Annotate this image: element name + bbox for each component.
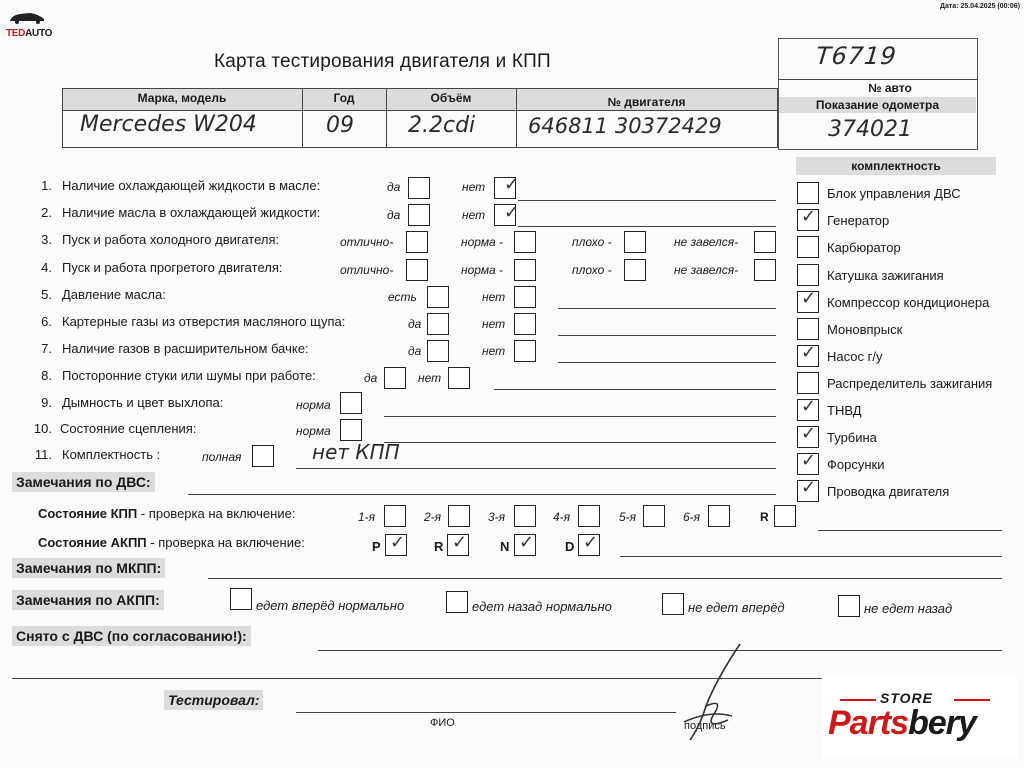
- check-mark: ✓: [801, 450, 817, 471]
- gear-label: 4-я: [553, 510, 571, 524]
- checkbox[interactable]: [514, 286, 536, 308]
- option-label: да: [387, 180, 401, 194]
- check-mark: ✓: [801, 477, 817, 498]
- car-icon: [8, 10, 46, 24]
- model-value: Mercedes W204: [80, 112, 257, 137]
- gear-checkbox[interactable]: [708, 505, 730, 527]
- akpp-option-checkbox[interactable]: [446, 591, 468, 613]
- tested-label: Тестировал:: [164, 690, 263, 710]
- store-text: STORE: [880, 690, 933, 706]
- akpp-option-checkbox[interactable]: [230, 588, 252, 610]
- kpp-label-bold: Состояние КПП: [38, 506, 138, 521]
- year-value: 09: [326, 113, 354, 138]
- akpp-label-bold: Состояние АКПП: [38, 535, 147, 550]
- check-mark: ✓: [452, 532, 468, 553]
- checkbox[interactable]: [514, 313, 536, 335]
- kit-item: Компрессор кондиционера: [827, 295, 990, 310]
- akpp-option-checkbox[interactable]: [838, 595, 860, 617]
- tedauto-logo: [4, 8, 54, 40]
- option-label: норма -: [461, 263, 504, 277]
- row-label: Наличие масла в охлаждающей жидкости:: [62, 205, 321, 220]
- akpp-option-label: едет вперёд нормально: [256, 598, 405, 613]
- row-number: 8.: [41, 368, 52, 383]
- checkbox[interactable]: [406, 259, 428, 281]
- check-mark: ✓: [801, 423, 817, 444]
- row-number: 7.: [41, 341, 52, 356]
- checkbox[interactable]: [340, 419, 362, 441]
- gear-label: 6-я: [683, 510, 701, 524]
- row-number: 2.: [41, 205, 52, 220]
- gear-label: 3-я: [488, 510, 506, 524]
- row-number: 6.: [41, 314, 52, 329]
- gear-label: R: [434, 539, 444, 554]
- akpp-option-label: едет назад нормально: [472, 599, 612, 614]
- check-mark: ✓: [519, 532, 535, 553]
- option-label: да: [387, 208, 401, 222]
- row-number: 5.: [41, 287, 52, 302]
- gear-checkbox[interactable]: [448, 505, 470, 527]
- option-label: да: [364, 371, 378, 385]
- odometer-value: 374021: [828, 117, 912, 142]
- checkbox[interactable]: [448, 367, 470, 389]
- kit-item: Моновпрыск: [827, 322, 903, 337]
- kit-item: Катушка зажигания: [827, 268, 944, 283]
- option-label: да: [408, 317, 422, 331]
- gear-checkbox[interactable]: [514, 505, 536, 527]
- gear-checkbox[interactable]: [774, 505, 796, 527]
- gear-label: D: [565, 539, 575, 554]
- kit-item: ТНВД: [827, 403, 862, 418]
- checkbox[interactable]: [754, 259, 776, 281]
- kit-checkbox[interactable]: [797, 372, 819, 394]
- odometer-label: Показание одометра: [779, 97, 976, 113]
- kit-checkbox[interactable]: [797, 182, 819, 204]
- date-stamp: Дата: 25.04.2025 (00:06): [939, 3, 1020, 10]
- option-label: нет: [462, 180, 486, 194]
- row-number: 9.: [41, 395, 52, 410]
- kit-item: Генератор: [827, 213, 890, 228]
- row-label: Дымность и цвет выхлопа:: [62, 395, 224, 410]
- row-label: Давление масла:: [62, 287, 166, 302]
- kit-item: Блок управления ДВС: [827, 186, 961, 201]
- remarks-mkpp-label: Замечания по МКПП:: [12, 558, 165, 578]
- col-year-header: Год: [333, 91, 355, 105]
- kit-header: комплектность: [796, 157, 996, 175]
- row-label: Посторонние стуки или шумы при работе:: [62, 368, 316, 383]
- option-label: нет: [418, 371, 442, 385]
- checkbox[interactable]: [427, 313, 449, 335]
- option-label: нет: [462, 208, 486, 222]
- engine-value: 646811 30372429: [528, 114, 722, 138]
- kit-item: Карбюратор: [827, 240, 901, 255]
- gear-label: 2-я: [424, 510, 442, 524]
- checkbox[interactable]: [514, 231, 536, 253]
- col-volume-header: Объём: [430, 91, 472, 105]
- signature-scribble: [670, 640, 760, 746]
- row-label: Комплектность :: [62, 447, 161, 462]
- option-label: нет: [482, 317, 506, 331]
- gear-label: P: [372, 539, 381, 554]
- gear-checkbox[interactable]: [384, 505, 406, 527]
- col-model-header: Марка, модель: [137, 91, 227, 105]
- row-number: 1.: [41, 178, 52, 193]
- option-label: отлично-: [340, 263, 394, 277]
- brand-name-b: bery: [908, 704, 976, 742]
- signature-label: подпись: [684, 720, 726, 732]
- option-label: норма -: [461, 235, 504, 249]
- akpp-option-label: не едет назад: [864, 601, 953, 616]
- row-label: Пуск и работа холодного двигателя:: [62, 232, 280, 247]
- option-label: не завелся-: [674, 235, 739, 249]
- akpp-label-text: - проверка на включение:: [146, 535, 305, 550]
- row-label: Состояние сцепления:: [60, 421, 197, 436]
- option-label: плохо -: [572, 263, 612, 277]
- kit-item: Форсунки: [827, 457, 885, 472]
- akpp-option-label: не едет вперёд: [688, 600, 785, 615]
- check-mark: ✓: [504, 174, 520, 195]
- check-mark: ✓: [504, 202, 520, 223]
- checkbox[interactable]: [514, 259, 536, 281]
- checkbox[interactable]: [427, 340, 449, 362]
- checkbox[interactable]: [624, 231, 646, 253]
- row-label: Наличие газов в расширительном бачке:: [62, 341, 309, 356]
- row-number: 11.: [34, 447, 52, 462]
- gear-label: R: [760, 510, 769, 524]
- brand-name-a: Parts: [828, 704, 909, 742]
- kit-checkbox[interactable]: [797, 318, 819, 340]
- option-label: есть: [388, 290, 417, 304]
- kit-checkbox[interactable]: [797, 264, 819, 286]
- remarks-akpp-label: Замечания по АКПП:: [12, 590, 164, 610]
- check-mark: ✓: [801, 206, 817, 227]
- checkbox[interactable]: [624, 259, 646, 281]
- gear-checkbox[interactable]: [643, 505, 665, 527]
- checkbox[interactable]: [408, 204, 430, 226]
- remarks-dvs-label: Замечания по ДВС:: [12, 472, 155, 492]
- row-label: Наличие охлаждающей жидкости в масле:: [62, 178, 321, 193]
- option-label: отлично-: [340, 235, 394, 249]
- logo-text-a: TED: [6, 28, 26, 39]
- removed-label: Снято с ДВС (по согласованию!):: [12, 626, 251, 646]
- check-mark: ✓: [801, 396, 817, 417]
- col-engine-header: № двигателя: [607, 95, 686, 109]
- checkbox[interactable]: [406, 231, 428, 253]
- option-label: да: [408, 344, 422, 358]
- partsbery-logo: [822, 676, 1018, 758]
- check-mark: ✓: [801, 342, 817, 363]
- option-label: нет: [482, 344, 506, 358]
- checkbox[interactable]: [384, 367, 406, 389]
- kpp-label-text: - проверка на включение:: [137, 506, 296, 521]
- check-mark: ✓: [390, 532, 406, 553]
- row-label: Пуск и работа прогретого двигателя:: [62, 260, 283, 275]
- row-number: 3.: [41, 232, 52, 247]
- option-label: норма: [296, 398, 331, 412]
- checkbox[interactable]: [514, 340, 536, 362]
- gear-label: 5-я: [619, 510, 637, 524]
- row-number: 4.: [41, 260, 52, 275]
- kit-note-handwritten: нет КПП: [312, 440, 400, 464]
- checkbox[interactable]: [340, 392, 362, 414]
- option-label: полная: [202, 450, 242, 464]
- gear-checkbox[interactable]: [578, 505, 600, 527]
- checkbox[interactable]: [427, 286, 449, 308]
- akpp-label: [38, 535, 305, 550]
- auto-number-label: № авто: [868, 81, 912, 95]
- logo-text-b: AUTO: [25, 28, 53, 39]
- option-label: нет: [482, 290, 506, 304]
- kpp-label: [38, 506, 295, 521]
- checkbox[interactable]: [408, 177, 430, 199]
- kit-item: Распределитель зажигания: [827, 376, 993, 391]
- checkbox[interactable]: [252, 445, 274, 467]
- kit-item: Проводка двигателя: [827, 484, 950, 499]
- gear-label: N: [500, 539, 510, 554]
- option-label: норма: [296, 424, 331, 438]
- volume-value: 2.2cdi: [408, 113, 476, 138]
- kit-item: Насос г/у: [827, 349, 883, 364]
- kit-checkbox[interactable]: [797, 236, 819, 258]
- kit-item: Турбина: [827, 430, 877, 445]
- check-mark: ✓: [583, 532, 599, 553]
- option-label: не завелся-: [674, 263, 739, 277]
- fio-label: ФИО: [430, 717, 455, 729]
- row-number: 10.: [33, 421, 52, 436]
- page-title: Карта тестирования двигателя и КПП: [214, 51, 551, 72]
- row-label: Картерные газы из отверстия масляного щупа:: [62, 314, 346, 329]
- check-mark: ✓: [801, 288, 817, 309]
- checkbox[interactable]: [754, 231, 776, 253]
- gear-label: 1-я: [358, 510, 376, 524]
- akpp-option-checkbox[interactable]: [662, 593, 684, 615]
- auto-number-handwritten: T6719: [814, 42, 899, 70]
- option-label: плохо -: [572, 235, 612, 249]
